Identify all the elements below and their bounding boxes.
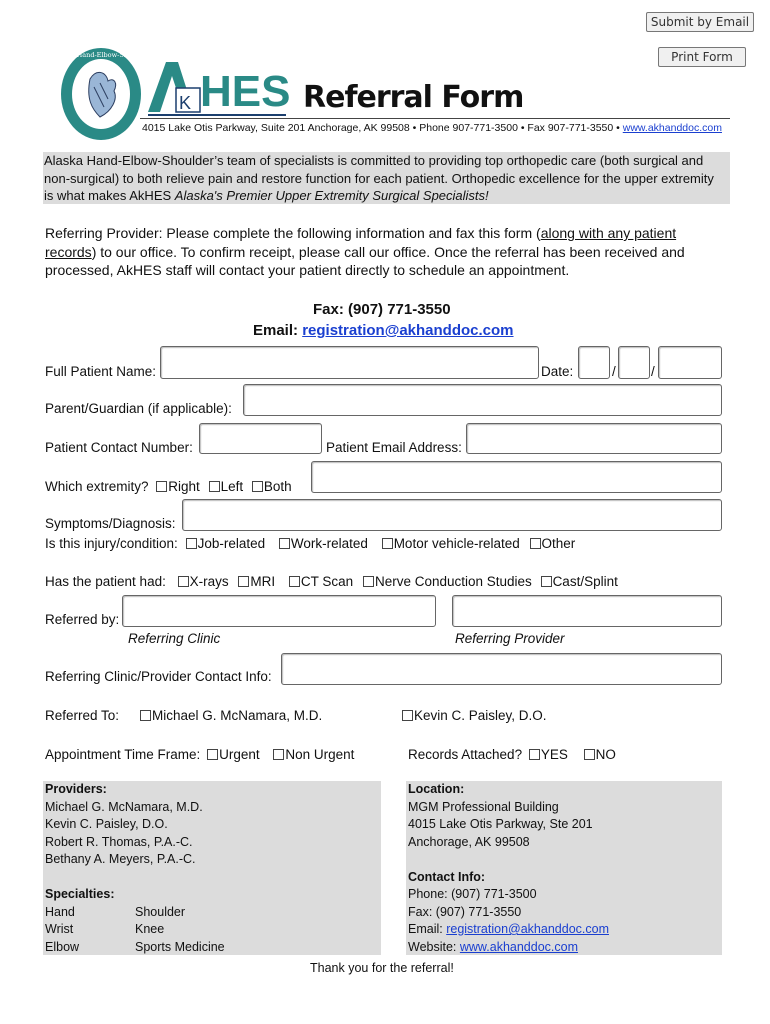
referred-by-label: Referred by: — [45, 612, 120, 627]
injury-work-related-checkbox[interactable] — [279, 538, 290, 549]
contact-email-row — [408, 921, 722, 939]
records-attached-label: Records Attached? — [408, 747, 523, 762]
address-text: 4015 Lake Otis Parkway, Suite 201 Anchorage, AK 99508 • Phone 907-771-3500 • Fax 907-771-3550 • — [142, 122, 620, 134]
injury-job-related-label: Job-related — [197, 536, 266, 551]
symptoms-diagnosis-field[interactable] — [182, 499, 722, 531]
injury-work-related-label: Work-related — [290, 536, 368, 551]
contact-phone: Phone: (907) 771-3500 — [408, 887, 537, 901]
referring-clinic-caption: Referring Clinic — [128, 631, 221, 646]
extremity-both-option[interactable] — [252, 479, 292, 494]
submit-by-email-button[interactable]: Submit by Email — [646, 12, 754, 32]
test-nerve-conduction-option[interactable] — [363, 574, 532, 589]
referred-to-paisley-option[interactable] — [402, 708, 547, 723]
test-ct-scan-label: CT Scan — [300, 574, 354, 589]
test-ct-scan-option[interactable] — [289, 574, 353, 589]
thank-you-note: Thank you for the referral! — [310, 961, 454, 975]
providers-box — [43, 781, 381, 955]
page-title: Referral Form — [303, 80, 524, 115]
extremity-right-label: Right — [168, 479, 200, 494]
extremity-right-checkbox[interactable] — [156, 481, 167, 492]
provider-name: Robert R. Thomas, P.A.-C. — [45, 834, 193, 849]
injury-job-related-option[interactable] — [186, 536, 266, 551]
injury-job-related-checkbox[interactable] — [186, 538, 197, 549]
address-line — [142, 122, 722, 134]
location-line: 4015 Lake Otis Parkway, Ste 201 — [408, 817, 593, 831]
records-no-option[interactable] — [584, 747, 616, 762]
parent-guardian-label: Parent/Guardian (if applicable): — [45, 401, 232, 416]
date-separator-2: / — [651, 364, 655, 379]
specialty-item: Wrist — [45, 922, 74, 936]
time-frame-non-urgent-label: Non Urgent — [285, 747, 355, 762]
records-yes-option[interactable] — [529, 747, 568, 762]
location-line: Anchorage, AK 99508 — [408, 834, 530, 849]
specialties-heading: Specialties: — [45, 887, 115, 901]
date-separator-1: / — [612, 364, 616, 379]
referring-provider-caption: Referring Provider — [455, 631, 565, 646]
specialty-item: Knee — [135, 922, 165, 936]
contact-website-link[interactable]: www.akhanddoc.com — [459, 939, 578, 954]
akhes-seal-logo — [60, 47, 142, 141]
contact-fax: Fax: (907) 771-3550 — [408, 904, 522, 919]
extremity-both-checkbox[interactable] — [252, 481, 263, 492]
provider-name: Kevin C. Paisley, D.O. — [45, 817, 168, 831]
instructions-line-2 — [45, 243, 735, 262]
website-link[interactable]: www.akhanddoc.com — [622, 122, 722, 134]
print-form-button[interactable]: Print Form — [658, 47, 746, 67]
extremity-left-checkbox[interactable] — [209, 481, 220, 492]
location-line: MGM Professional Building — [408, 799, 559, 814]
test-cast-splint-label: Cast/Splint — [552, 574, 618, 589]
header-rule — [140, 118, 730, 119]
extremity-left-option[interactable] — [209, 479, 244, 494]
contact-website-row — [408, 939, 722, 957]
fax-number: Fax: (907) 771-3550 — [313, 301, 451, 318]
patient-email-address-field[interactable] — [466, 423, 722, 454]
svg-text:HES: HES — [200, 67, 291, 116]
injury-motor-vehicle-checkbox[interactable] — [382, 538, 393, 549]
provider-name: Bethany A. Meyers, P.A.-C. — [45, 852, 196, 866]
providers-heading: Providers: — [45, 782, 107, 796]
instructions-line-2-text: ) to our office. To confirm receipt, please call our office. Once the referral has been received and — [91, 243, 685, 260]
test-ct-scan-checkbox[interactable] — [289, 576, 300, 587]
patient-contact-number-field[interactable] — [199, 423, 322, 454]
instructions-underlined-2: records — [45, 243, 92, 260]
injury-condition-label: Is this injury/condition: — [45, 536, 178, 551]
email-line — [253, 322, 514, 339]
date-label: Date: — [541, 364, 574, 379]
referred-to-label: Referred To: — [45, 708, 120, 723]
injury-motor-vehicle-option[interactable] — [382, 536, 520, 551]
provider-name: Michael G. McNamara, M.D. — [45, 799, 203, 814]
referred-to-mcnamara-checkbox[interactable] — [140, 710, 151, 721]
instructions-paragraph — [45, 224, 735, 280]
injury-other-checkbox[interactable] — [530, 538, 541, 549]
full-patient-name-label: Full Patient Name: — [45, 364, 157, 379]
appointment-time-frame-label: Appointment Time Frame: — [45, 747, 201, 762]
referring-contact-info-label: Referring Clinic/Provider Contact Info: — [45, 669, 272, 684]
test-xrays-option[interactable] — [178, 574, 229, 589]
injury-work-related-option[interactable] — [279, 536, 368, 551]
test-mri-checkbox[interactable] — [238, 576, 249, 587]
instructions-line-3: processed, AkHES staff will contact your patient directly to schedule an appointment. — [45, 262, 570, 278]
svg-text:Alaska Hand-Elbow-Shoulder: aska Hand-Elbow-Should — [60, 51, 142, 59]
instructions-line-1-text: Referring Provider: Please complete the following information and fax this form ( — [45, 225, 541, 241]
instructions-line-1 — [45, 224, 735, 243]
date-year-field[interactable] — [658, 346, 722, 379]
specialty-item: Shoulder — [135, 904, 186, 919]
intro-line-2: non-surgical) to both relieve pain and restore function for each patient. Orthopedic excellence for the upper extremity — [44, 170, 714, 186]
records-yes-checkbox[interactable] — [529, 749, 540, 760]
location-contact-box — [406, 781, 722, 955]
contact-info-heading: Contact Info: — [408, 869, 486, 884]
time-frame-urgent-option[interactable] — [207, 747, 260, 762]
patient-contact-number-label: Patient Contact Number: — [45, 440, 193, 455]
full-patient-name-field[interactable] — [160, 346, 539, 379]
date-month-field[interactable] — [578, 346, 610, 379]
records-yes-label: YES — [540, 747, 568, 762]
contact-email-label: Email: — [408, 922, 447, 936]
test-cast-splint-checkbox[interactable] — [541, 576, 552, 587]
email-link[interactable]: registration@akhanddoc.com — [302, 322, 514, 339]
referring-clinic-field[interactable] — [122, 595, 436, 627]
records-no-label: NO — [595, 747, 616, 762]
patient-email-address-label: Patient Email Address: — [326, 440, 462, 455]
email-label: Email: — [253, 322, 303, 339]
test-mri-option[interactable] — [238, 574, 275, 589]
contact-website-label: Website: — [408, 939, 460, 954]
symptoms-diagnosis-label: Symptoms/Diagnosis: — [45, 516, 176, 531]
parent-guardian-field[interactable] — [243, 384, 722, 416]
test-mri-label: MRI — [250, 574, 276, 589]
intro-paragraph — [43, 152, 730, 204]
records-no-checkbox[interactable] — [584, 749, 595, 760]
contact-email-link[interactable]: registration@akhanddoc.com — [446, 922, 609, 936]
which-extremity-row — [45, 479, 292, 494]
referring-provider-field[interactable] — [452, 595, 722, 627]
intro-tagline: Alaska's Premier Upper Extremity Surgical Specialists! — [174, 188, 489, 203]
svg-text:AkHES: AkHES — [146, 56, 150, 57]
extremity-notes-field[interactable] — [311, 461, 722, 493]
referred-to-paisley-label: Kevin C. Paisley, D.O. — [414, 708, 547, 723]
test-cast-splint-option[interactable] — [541, 574, 618, 589]
specialty-item: Sports Medicine — [135, 939, 225, 954]
date-day-field[interactable] — [618, 346, 650, 379]
injury-condition-row — [45, 536, 575, 551]
intro-line-3 — [44, 187, 730, 205]
referred-to-mcnamara-label: Michael G. McNamara, M.D. — [152, 708, 323, 723]
referred-to-paisley-checkbox[interactable] — [402, 710, 413, 721]
extremity-right-option[interactable] — [156, 479, 200, 494]
records-attached-row — [408, 747, 616, 762]
test-xrays-label: X-rays — [189, 574, 229, 589]
time-frame-urgent-label: Urgent — [219, 747, 260, 762]
akhes-wordmark-logo — [146, 56, 292, 118]
injury-motor-vehicle-label: Motor vehicle-related — [393, 536, 520, 551]
instructions-underlined-1: along with any patient — [540, 225, 677, 241]
time-frame-non-urgent-option[interactable] — [273, 747, 354, 762]
time-frame-non-urgent-checkbox[interactable] — [273, 749, 284, 760]
test-nerve-conduction-checkbox[interactable] — [363, 576, 374, 587]
specialty-item: Hand — [45, 904, 75, 919]
intro-line-3-prefix: is what makes AkHES — [44, 188, 175, 203]
extremity-both-label: Both — [263, 479, 292, 494]
test-xrays-checkbox[interactable] — [178, 576, 189, 587]
extremity-left-label: Left — [220, 479, 244, 494]
referred-to-mcnamara-option[interactable] — [140, 708, 322, 723]
time-frame-urgent-checkbox[interactable] — [207, 749, 218, 760]
svg-text:K: K — [179, 93, 192, 113]
test-nerve-conduction-label: Nerve Conduction Studies — [374, 574, 532, 589]
injury-other-label: Other — [541, 536, 576, 551]
has-patient-had-label: Has the patient had: — [45, 574, 166, 589]
appointment-time-frame-row — [45, 747, 354, 762]
intro-line-1: Alaska Hand-Elbow-Shoulder’s team of specialists is committed to providing top orthopedic care (both surgical and — [44, 153, 704, 168]
injury-other-option[interactable] — [530, 536, 576, 551]
location-heading: Location: — [408, 782, 465, 796]
has-patient-had-row — [45, 574, 618, 589]
specialty-item: Elbow — [45, 939, 80, 954]
which-extremity-label: Which extremity? — [45, 479, 149, 494]
referring-contact-info-field[interactable] — [281, 653, 722, 685]
